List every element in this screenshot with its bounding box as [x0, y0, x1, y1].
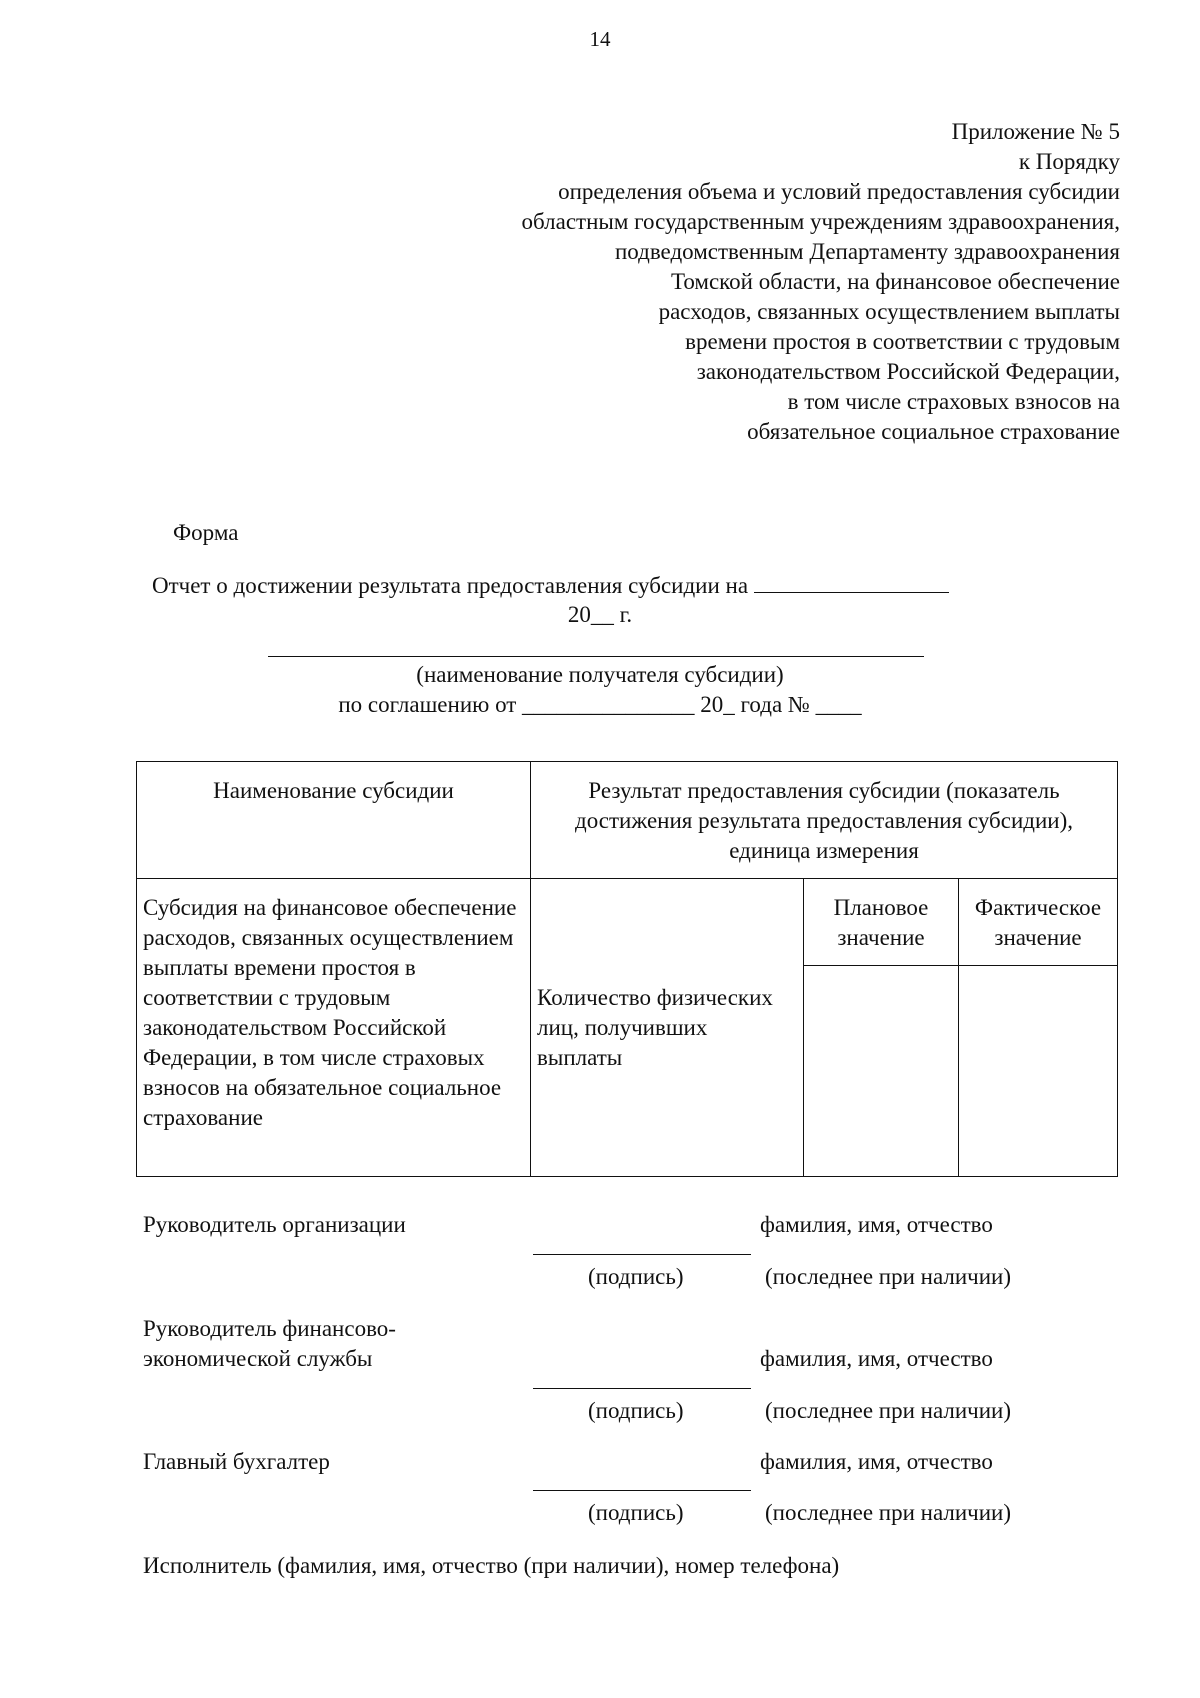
accountant-fio-note: (последнее при наличии): [765, 1500, 1012, 1525]
head-fio-label: фамилия, имя, отчество: [760, 1212, 993, 1237]
appendix-line: подведомственным Департаменту здравоохранения: [614, 239, 1120, 264]
head-fio-note: (последнее при наличии): [765, 1264, 1012, 1289]
table-row: [137, 879, 1118, 966]
accountant-signature-field[interactable]: [533, 1490, 751, 1491]
page-number: 14: [589, 27, 611, 51]
agreement-line: по соглашению от _______________ 20_ года № ____: [338, 692, 862, 717]
recipient-name-field[interactable]: [268, 656, 924, 657]
finance-fio-note: (последнее при наличии): [765, 1398, 1012, 1423]
report-year: 20__ г.: [567, 602, 633, 627]
finance-signature-caption: (подпись): [588, 1398, 684, 1423]
appendix-line: времени простоя в соответствии с трудовым: [685, 329, 1120, 354]
accountant-fio-label: фамилия, имя, отчество: [760, 1449, 993, 1474]
appendix-line: законодательством Российской Федерации,: [696, 359, 1120, 384]
head-signature-field[interactable]: [533, 1254, 751, 1255]
appendix-line: Томской области, на финансовое обеспечение: [671, 269, 1120, 294]
form-label: Форма: [173, 520, 239, 545]
accountant-label: Главный бухгалтер: [143, 1449, 330, 1474]
appendix-line: обязательное социальное страхование: [747, 419, 1120, 444]
finance-head-label-line2: экономической службы: [143, 1346, 373, 1371]
header-result: Результат предоставления субсидии (показатель достижения результата предоставления субсидии), единица измерения: [531, 762, 1118, 879]
subsidy-name-cell: Субсидия на финансовое обеспечение расходов, связанных осуществлением выплаты времени простоя в соответствии с трудовым законодательством Российской Федерации, в том числе страховых взносов на обязательное социальное страхование: [137, 879, 531, 1177]
result-indicator-cell: Количество физических лиц, получивших выплаты: [531, 879, 804, 1177]
recipient-caption: (наименование получателя субсидии): [416, 662, 784, 687]
appendix-line: к Порядку: [1018, 149, 1120, 174]
finance-signature-field[interactable]: [533, 1388, 751, 1389]
head-signature-caption: (подпись): [588, 1264, 684, 1289]
appendix-line: в том числе страховых взносов на: [787, 389, 1120, 414]
head-label: Руководитель организации: [143, 1212, 406, 1237]
appendix-line: Приложение № 5: [951, 119, 1120, 144]
fact-value-cell[interactable]: [959, 966, 1118, 1177]
plan-value-cell[interactable]: [804, 966, 959, 1177]
header-subsidy-name: Наименование субсидии: [137, 762, 531, 879]
table-header-row: [137, 762, 1118, 879]
accountant-signature-caption: (подпись): [588, 1500, 684, 1525]
appendix-line: областным государственным учреждениям здравоохранения,: [521, 209, 1120, 234]
report-title: [152, 570, 949, 599]
appendix-header: [522, 117, 1120, 447]
period-blank-field[interactable]: [754, 570, 949, 593]
subsidy-report-table: [136, 761, 1118, 1177]
report-title-text: Отчет о достижении результата предоставления субсидии на: [152, 573, 749, 598]
appendix-line: расходов, связанных осуществлением выплаты: [658, 299, 1120, 324]
appendix-line: определения объема и условий предоставления субсидии: [558, 179, 1120, 204]
finance-head-label-line1: Руководитель финансово-: [143, 1316, 396, 1341]
finance-fio-label: фамилия, имя, отчество: [760, 1346, 993, 1371]
executor-line: Исполнитель (фамилия, имя, отчество (при наличии), номер телефона): [143, 1553, 840, 1578]
plan-value-header: Плановое значение: [804, 879, 959, 966]
fact-value-header: Фактическое значение: [959, 879, 1118, 966]
